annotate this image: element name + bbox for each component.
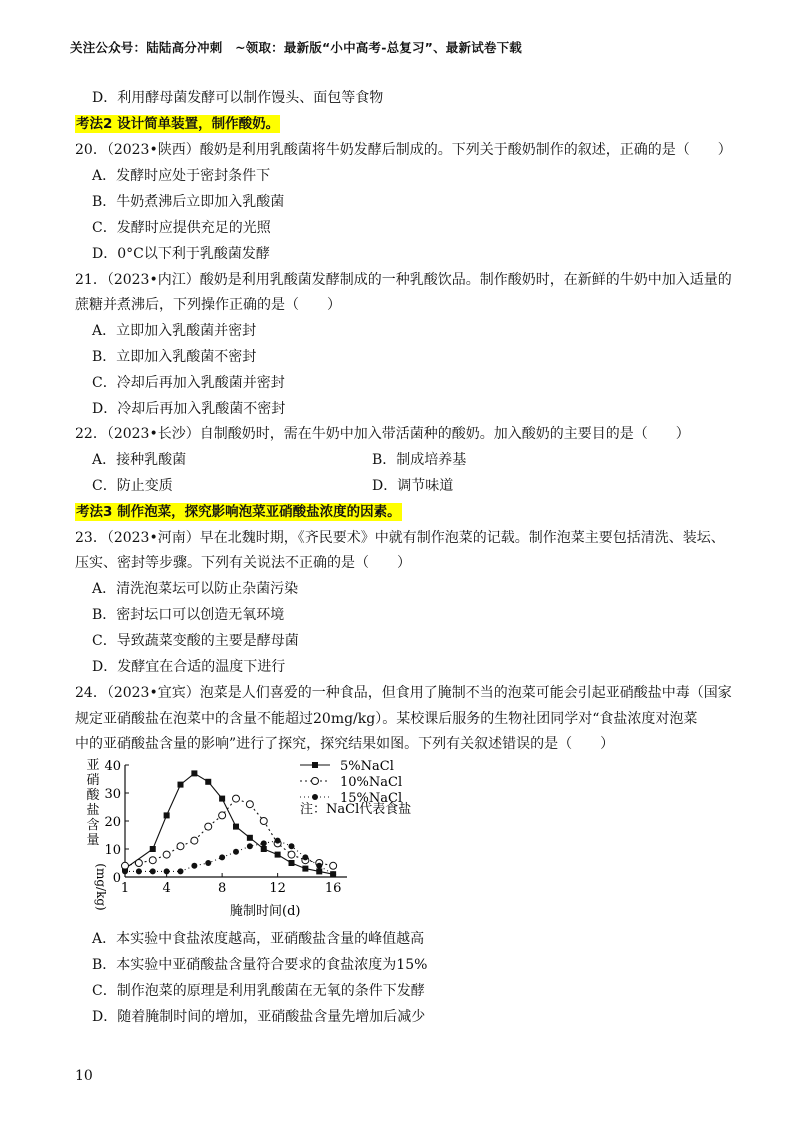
data-point bbox=[149, 857, 156, 864]
q22-option-d: D．调节味道 bbox=[372, 478, 454, 494]
question-23-line1: 23．（2023•河南）早在北魏时期，《齐民要术》中就有制作泡菜的记载。制作泡菜主要包括清洗、装坛、 bbox=[75, 530, 725, 546]
data-point bbox=[163, 851, 170, 858]
question-24-line1: 24．（2023•宜宾）泡菜是人们喜爱的一种食品，但食用了腌制不当的泡菜可能会引起亚硝酸盐中毒（国家 bbox=[75, 685, 732, 701]
data-point bbox=[233, 795, 240, 802]
q24-option-d: D．随着腌制时间的增加，亚硝酸盐含量先增加后减少 bbox=[92, 1009, 426, 1025]
y-label-char: 亚 bbox=[86, 758, 100, 773]
data-point bbox=[275, 852, 281, 858]
q24-option-c: C．制作泡菜的原理是利用乳酸菌在无氧的条件下发酵 bbox=[92, 983, 425, 999]
data-point bbox=[247, 835, 253, 841]
section-heading-3: 考法3 制作泡菜，探究影响泡菜亚硝酸盐浓度的因素。 bbox=[76, 504, 401, 520]
series-line bbox=[125, 841, 333, 875]
data-point bbox=[288, 851, 295, 858]
y-label-char: 酸 bbox=[86, 788, 100, 803]
data-point bbox=[219, 812, 226, 819]
y-label-char: 硝 bbox=[86, 773, 100, 788]
y-tick-label: 20 bbox=[104, 815, 121, 830]
legend-label: 5%NaCl bbox=[340, 759, 394, 774]
data-point bbox=[178, 782, 184, 788]
x-tick-label: 8 bbox=[217, 881, 227, 896]
y-axis-label bbox=[86, 758, 108, 911]
data-point bbox=[122, 862, 129, 869]
question-22: 22．（2023•长沙）自制酸奶时，需在牛奶中加入带活菌种的酸奶。加入酸奶的主要目的是（ ） bbox=[75, 426, 690, 442]
data-point bbox=[219, 796, 225, 802]
data-point bbox=[178, 868, 184, 874]
question-21-line2: 蔗糖并煮沸后，下列操作正确的是（ ） bbox=[75, 297, 341, 313]
data-point bbox=[302, 866, 308, 872]
page-header: 关注公众号：陆陆高分冲刺 ~领取：最新版“小中高考-总复习”、最新试卷下载 bbox=[70, 40, 522, 55]
data-point bbox=[260, 818, 267, 825]
q20-option-c: C．发酵时应提供充足的光照 bbox=[92, 220, 271, 236]
data-point bbox=[330, 871, 336, 877]
data-point bbox=[330, 862, 337, 869]
x-axis-label: 腌制时间(d) bbox=[230, 904, 301, 919]
x-tick-label: 1 bbox=[120, 881, 130, 896]
chart-note: 注：NaCl代表食盐 bbox=[300, 802, 412, 817]
y-label-char: 盐 bbox=[86, 803, 100, 818]
question-20: 20．（2023•陕西）酸奶是利用乳酸菌将牛奶发酵后制成的。下列关于酸奶制作的叙述，正确的是（ ） bbox=[75, 142, 732, 158]
q20-option-a: A．发酵时应处于密封条件下 bbox=[92, 168, 271, 184]
data-point bbox=[233, 824, 239, 830]
legend-label: 10%NaCl bbox=[340, 775, 403, 790]
data-point bbox=[275, 838, 281, 844]
data-point bbox=[261, 846, 267, 852]
q22-option-c: C．防止变质 bbox=[92, 478, 173, 494]
data-point bbox=[205, 860, 211, 866]
q22-option-a: A．接种乳酸菌 bbox=[92, 452, 187, 468]
q23-option-b: B．密封坛口可以创造无氧环境 bbox=[92, 607, 285, 623]
question-24-line2: 规定亚硝酸盐在泡菜中的含量不能超过20mg/kg）。某校课后服务的生物社团同学对“食盐浓度对泡菜 bbox=[75, 711, 698, 727]
nitrite-chart bbox=[85, 755, 445, 920]
y-label-char: 含 bbox=[86, 818, 100, 833]
data-point bbox=[246, 801, 253, 808]
data-point bbox=[191, 863, 197, 869]
data-point bbox=[136, 868, 142, 874]
option-d-prev: D．利用酵母菌发酵可以制作馒头、面包等食物 bbox=[92, 90, 384, 106]
data-point bbox=[219, 854, 225, 860]
question-21-line1: 21．（2023•内江）酸奶是利用乳酸菌发酵制成的一种乳酸饮品。制作酸奶时，在新鲜的牛奶中加入适量的 bbox=[75, 272, 732, 288]
q24-option-a: A．本实验中食盐浓度越高，亚硝酸盐含量的峰值越高 bbox=[92, 931, 425, 947]
data-point bbox=[191, 837, 198, 844]
q23-option-d: D．发酵宜在合适的温度下进行 bbox=[92, 659, 286, 675]
data-point bbox=[302, 854, 308, 860]
data-point bbox=[205, 823, 212, 830]
data-point bbox=[191, 770, 197, 776]
data-point bbox=[164, 868, 170, 874]
legend-label: 15%NaCl bbox=[340, 791, 403, 806]
q23-option-a: A．清洗泡菜坛可以防止杂菌污染 bbox=[92, 581, 299, 597]
q21-option-a: A．立即加入乳酸菌并密封 bbox=[92, 323, 257, 339]
q23-option-c: C．导致蔬菜变酸的主要是酵母菌 bbox=[92, 633, 299, 649]
q21-option-b: B．立即加入乳酸菌不密封 bbox=[92, 349, 257, 365]
question-23-line2: 压实、密封等步骤。下列有关说法不正确的是（ ） bbox=[75, 555, 411, 571]
data-point bbox=[205, 779, 211, 785]
q24-option-b: B．本实验中亚硝酸盐含量符合要求的食盐浓度为15% bbox=[92, 957, 428, 973]
data-point bbox=[312, 794, 318, 800]
data-point bbox=[247, 843, 253, 849]
data-point bbox=[233, 849, 239, 855]
y-tick-label: 40 bbox=[104, 759, 121, 774]
data-point bbox=[177, 843, 184, 850]
y-tick-label: 0 bbox=[112, 871, 121, 886]
data-point bbox=[289, 860, 295, 866]
section-heading-2: 考法2 设计简单装置，制作酸奶。 bbox=[76, 116, 280, 132]
data-point bbox=[164, 812, 170, 818]
page-number: 10 bbox=[75, 1068, 93, 1084]
y-label-unit: (mg/kg) bbox=[94, 863, 108, 911]
x-tick-label: 12 bbox=[269, 881, 286, 896]
question-24-line3: 中的亚硝酸盐含量的影响”进行了探究，探究结果如图。下列有关叙述错误的是（ ） bbox=[75, 736, 615, 752]
data-point bbox=[289, 843, 295, 849]
q21-option-c: C．冷却后再加入乳酸菌并密封 bbox=[92, 375, 285, 391]
q20-option-d: D．0°C以下利于乳酸菌发酵 bbox=[92, 246, 270, 262]
q22-option-b: B．制成培养基 bbox=[372, 452, 467, 468]
data-point bbox=[316, 868, 322, 874]
data-point bbox=[312, 762, 318, 768]
q21-option-d: D．冷却后再加入乳酸菌不密封 bbox=[92, 401, 286, 417]
data-point bbox=[150, 868, 156, 874]
data-point bbox=[261, 840, 267, 846]
data-point bbox=[135, 860, 142, 867]
y-label-char: 量 bbox=[86, 833, 100, 848]
data-point bbox=[150, 846, 156, 852]
x-tick-label: 16 bbox=[324, 881, 342, 896]
y-tick-label: 10 bbox=[104, 843, 121, 858]
data-point bbox=[316, 863, 322, 869]
q20-option-b: B．牛奶煮沸后立即加入乳酸菌 bbox=[92, 194, 285, 210]
x-tick-label: 4 bbox=[162, 881, 171, 896]
data-point bbox=[122, 868, 128, 874]
data-point bbox=[312, 778, 319, 785]
y-tick-label: 30 bbox=[104, 787, 121, 802]
